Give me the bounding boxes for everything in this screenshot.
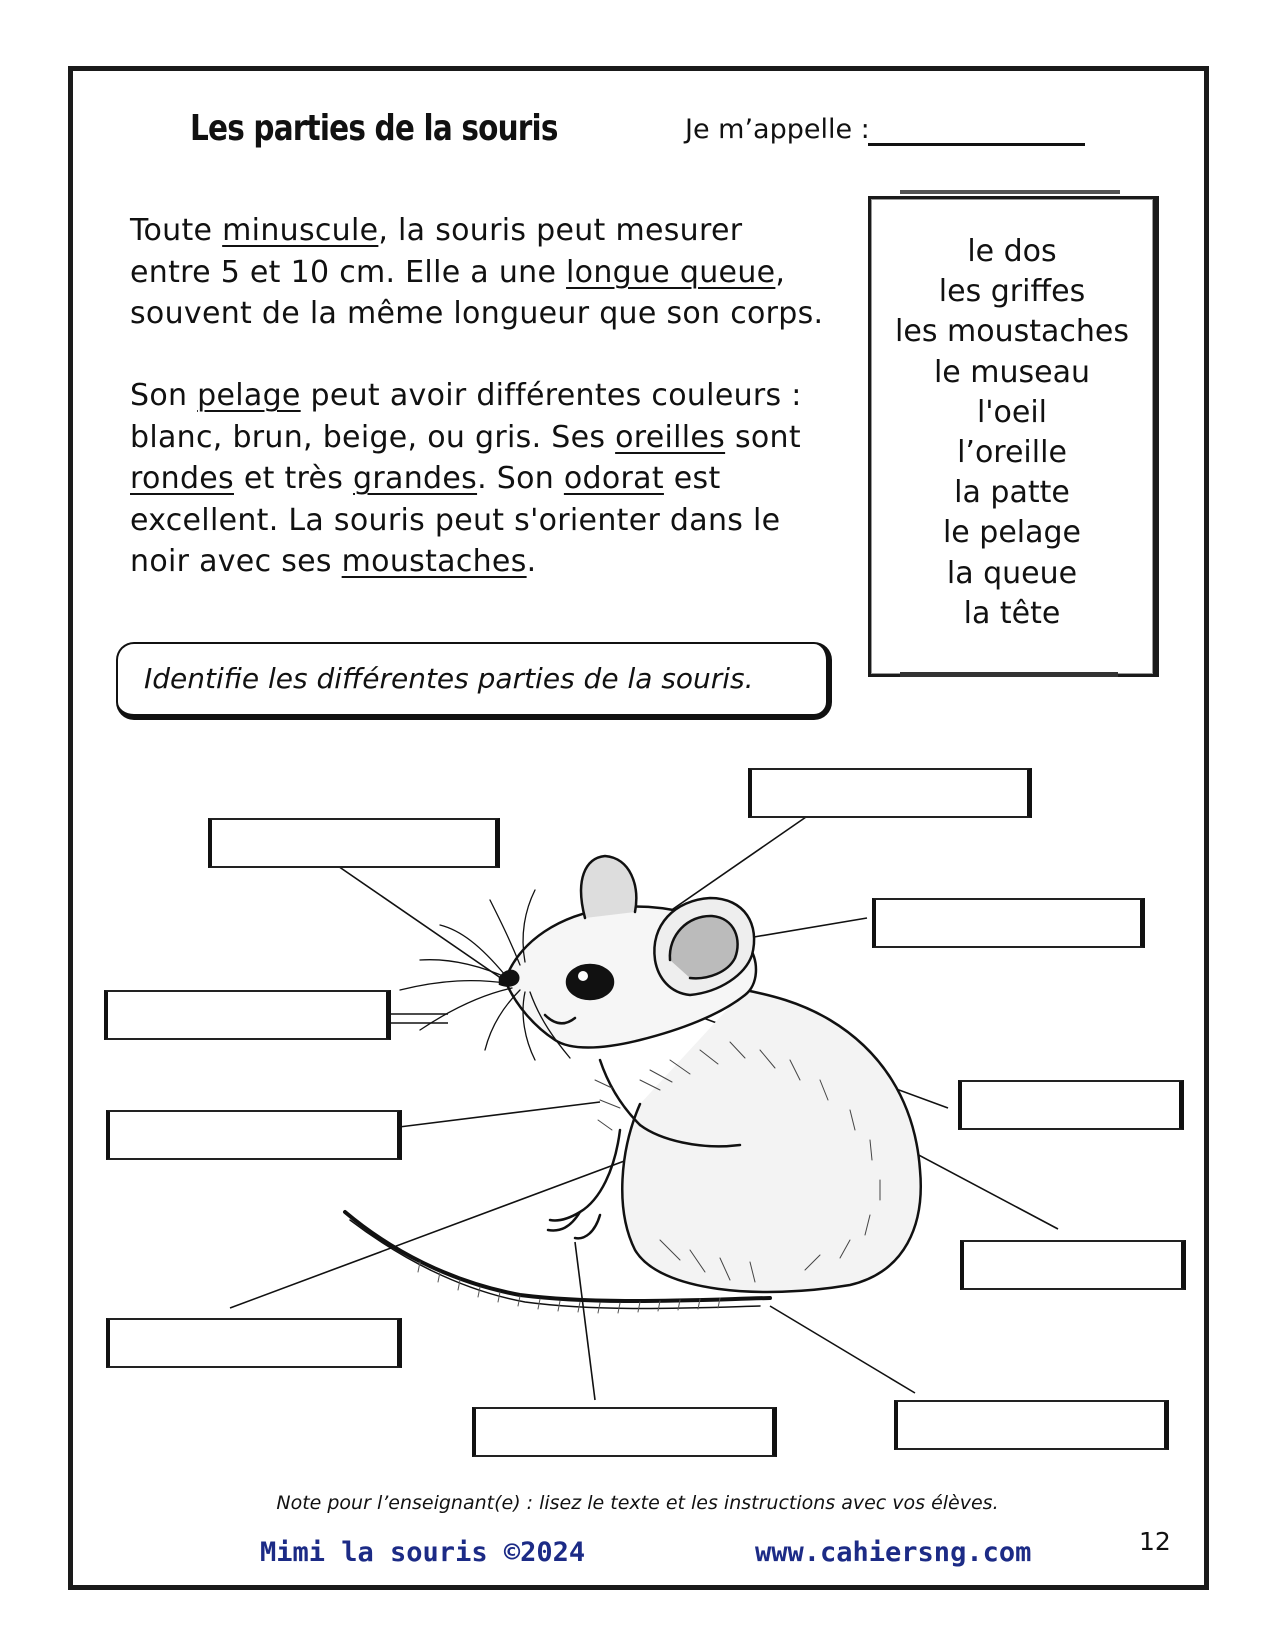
underlined-word: odorat: [563, 461, 664, 496]
label-box[interactable]: [104, 990, 391, 1040]
name-label: Je m’appelle :: [685, 114, 870, 145]
worksheet-title: Les parties de la souris: [190, 108, 558, 149]
label-box[interactable]: [106, 1318, 402, 1368]
label-box[interactable]: [472, 1407, 777, 1457]
word-bank-item: le dos: [967, 234, 1057, 269]
mouse-ear-back: [581, 856, 636, 918]
word-bank-item: les griffes: [938, 274, 1086, 310]
footer-title: Mimi la souris ©2024: [260, 1537, 586, 1568]
mouse-eye: [567, 965, 613, 999]
teacher-note: Note pour l’enseignant(e) : lisez le texte et les instructions avec vos élèves.: [276, 1492, 999, 1514]
underlined-word: longue queue: [566, 254, 776, 290]
label-box[interactable]: [894, 1400, 1169, 1450]
underlined-word: grandes: [353, 461, 478, 496]
word-bank-item: les moustaches: [895, 314, 1129, 350]
label-box[interactable]: [106, 1110, 402, 1160]
underlined-word: pelage: [197, 378, 301, 413]
underlined-word: rondes: [130, 461, 234, 496]
description-paragraph: Son pelage peut avoir différentes couleurs : blanc, brun, beige, ou gris. Ses oreilles sont rondes et très grandes. Son odorat est excellent. La souris peut s'orienter dans le noir avec ses moustaches.: [130, 378, 802, 579]
underlined-word: moustaches: [341, 544, 527, 579]
page-number: 12: [1139, 1527, 1171, 1556]
word-bank-item: la tête: [963, 595, 1061, 631]
word-bank-item: le museau: [933, 354, 1091, 390]
word-bank-item: l’oreille: [957, 435, 1067, 471]
mouse-paw: [548, 1130, 620, 1238]
label-box[interactable]: [960, 1240, 1186, 1290]
footer-website: www.cahiersng.com: [755, 1537, 1032, 1568]
word-bank-item: la queue: [946, 555, 1078, 591]
word-bank-item: le pelage: [942, 515, 1082, 551]
underlined-word: minuscule: [222, 213, 379, 248]
instruction-text: Identifie les différentes parties de la souris.: [144, 662, 754, 695]
word-bank-item: l'oeil: [976, 394, 1048, 430]
intro-paragraph: Toute minuscule, la souris peut mesurer entre 5 et 10 cm. Elle a une longue queue, souvent de la même longueur que son corps.: [130, 213, 824, 331]
label-box[interactable]: [958, 1080, 1184, 1130]
label-box[interactable]: [872, 898, 1145, 948]
word-bank-item: la patte: [954, 475, 1070, 511]
label-box[interactable]: [208, 818, 500, 868]
label-box[interactable]: [748, 768, 1032, 818]
underlined-word: oreilles: [615, 419, 726, 455]
